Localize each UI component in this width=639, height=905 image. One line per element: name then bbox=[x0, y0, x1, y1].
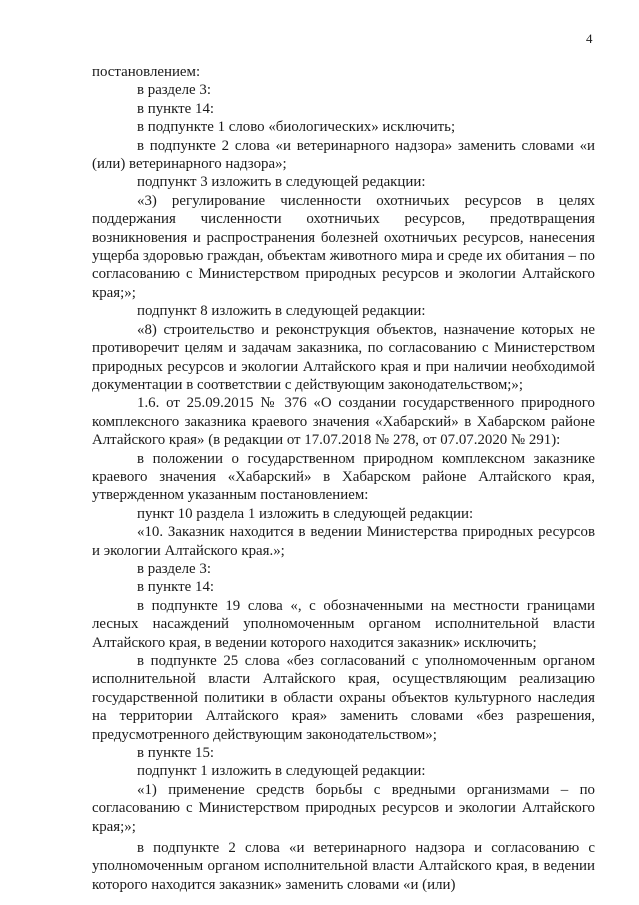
paragraph-4: в подпункте 1 слово «биологических» исключить; bbox=[137, 119, 456, 136]
paragraph-6: подпункт 3 изложить в следующей редакции: bbox=[137, 174, 426, 191]
paragraph-11: в положении о государственном природном комплексном заказнике краевого значения «Хабарский» в Хабарском районе Алтайского края, утвержденном указанным постановлением: bbox=[92, 450, 595, 504]
paragraph-19: подпункт 1 изложить в следующей редакции: bbox=[137, 763, 426, 780]
paragraph-16: в подпункте 19 слова «, с обозначенными на местности границами лесных насаждений уполномоченным органом исполнительной власти Алтайского края, в ведении которого находится заказник» исключить; bbox=[92, 597, 595, 651]
paragraph-14: в разделе 3: bbox=[137, 560, 211, 577]
paragraph-5: в подпункте 2 слова «и ветеринарного надзора» заменить словами «и (или) ветеринарного надзора»; bbox=[92, 137, 595, 173]
paragraph-7: «3) регулирование численности охотничьих ресурсов в целях поддержания численности охотничьих ресурсов, предотвращения возникновения и распространения болезней охотничьих ресурсов, нанесения ущерба здоровью граждан, объектам животного мира и среде их обитания – по согласованию с Министерством природных ресурсов и экологии Алтайского края;»; bbox=[92, 192, 595, 301]
paragraph-10: 1.6. от 25.09.2015 № 376 «О создании государственного природного комплексного заказника краевого значения «Хабарский» в Хабарском районе Алтайского края» (в редакции от 17.07.2018 № 278, от 07.07.2020 № 291): bbox=[92, 395, 595, 449]
paragraph-3: в пункте 14: bbox=[137, 100, 215, 117]
paragraph-17: в подпункте 25 слова «без согласований с уполномоченным органом исполнительной власти Алтайского края, осуществляющим реализацию государственной политики в области охраны объектов культурного наследия на территории Алтайского края» заменить словами «без разрешения, предусмотренного действующим законодательством»; bbox=[92, 653, 595, 743]
paragraph-9: «8) строительство и реконструкция объектов, назначение которых не противоречит целям и задачам заказника, по согласованию с Министерством природных ресурсов и экологии Алтайского края и при наличии необходимой документации в соответствии с действующим законодательством;»; bbox=[92, 321, 595, 393]
paragraph-12: пункт 10 раздела 1 изложить в следующей редакции: bbox=[137, 505, 474, 522]
paragraph-18: в пункте 15: bbox=[137, 745, 215, 762]
paragraph-15: в пункте 14: bbox=[137, 579, 215, 596]
paragraph-20: «1) применение средств борьбы с вредными организмами – по согласованию с Министерством природных ресурсов и экологии Алтайского края;»; bbox=[92, 781, 595, 835]
page-number: 4 bbox=[586, 31, 593, 46]
paragraph-8: подпункт 8 изложить в следующей редакции: bbox=[137, 303, 426, 320]
paragraph-13: «10. Заказник находится в ведении Министерства природных ресурсов и экологии Алтайского края.»; bbox=[92, 524, 595, 559]
paragraph-1: постановлением: bbox=[92, 64, 201, 80]
document-body bbox=[92, 63, 595, 894]
paragraph-21: в подпункте 2 слова «и ветеринарного надзора и согласованию с уполномоченным органом исполнительной власти Алтайского края, в ведении которого находится заказник» заменить словами «и (или) bbox=[92, 840, 595, 893]
paragraph-2: в разделе 3: bbox=[137, 82, 211, 99]
